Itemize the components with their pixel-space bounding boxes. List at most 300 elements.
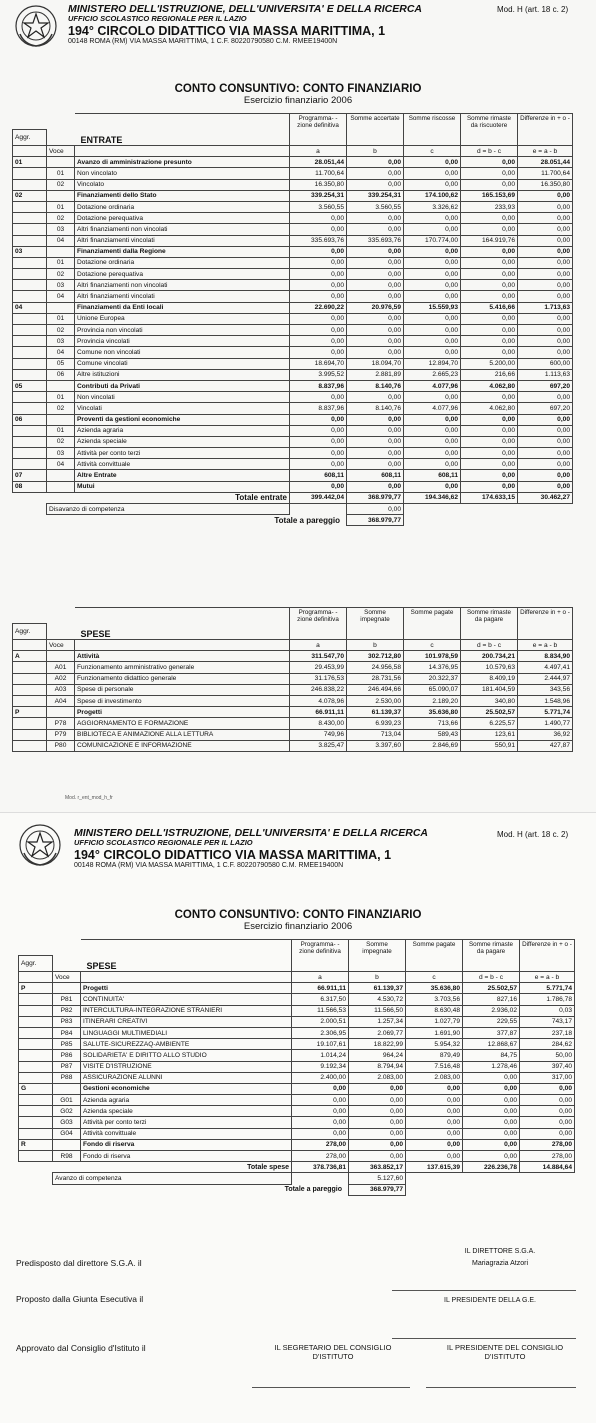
amount-cell: 8.140,76 — [347, 403, 404, 414]
amount-cell: 3.703,56 — [406, 994, 463, 1005]
voce-cell: 04 — [47, 291, 75, 302]
table-row — [13, 707, 573, 718]
amount-cell: 20.976,59 — [347, 302, 404, 313]
description-cell: Spese di investimento — [75, 695, 290, 706]
header-impegnate: Somme impegnate — [349, 940, 406, 972]
aggr-cell: G — [19, 1083, 53, 1094]
amount-cell: 339.254,31 — [290, 190, 347, 201]
voce-cell: 03 — [47, 448, 75, 459]
amount-cell: 28.051,44 — [518, 157, 573, 168]
republic-emblem-icon — [18, 823, 62, 867]
voce-cell: 06 — [47, 369, 75, 380]
description-cell: LINGUAGGI MULTIMEDIALI — [81, 1027, 292, 1038]
voce-cell: 02 — [47, 325, 75, 336]
amount-cell: 311.547,70 — [290, 651, 347, 662]
pareggio-value: 368.979,77 — [349, 1184, 406, 1195]
table-row — [13, 358, 573, 369]
republic-emblem-icon — [14, 4, 58, 48]
voce-cell: 02 — [47, 269, 75, 280]
amount-cell: 233,93 — [461, 201, 518, 212]
office-name: UFFICIO SCOLASTICO REGIONALE PER IL LAZIO — [68, 14, 247, 24]
amount-cell: 2.083,00 — [406, 1072, 463, 1083]
description-cell: Attività convittuale — [81, 1128, 292, 1139]
amount-cell: 0,00 — [461, 269, 518, 280]
amount-cell: 216,66 — [461, 369, 518, 380]
voce-cell: P85 — [53, 1039, 81, 1050]
amount-cell: 0,00 — [518, 470, 573, 481]
direttore-title: IL DIRETTORE S.G.A. — [464, 1248, 536, 1255]
amount-cell: 1.014,24 — [292, 1050, 349, 1061]
description-cell: Altri finanziamenti non vincolati — [75, 280, 290, 291]
amount-cell: 743,17 — [520, 1016, 575, 1027]
amount-cell: 229,55 — [463, 1016, 520, 1027]
aggr-cell — [13, 280, 47, 291]
document-title-block — [0, 83, 596, 106]
amount-cell: 0,00 — [463, 1128, 520, 1139]
total-cell: 226.236,78 — [463, 1162, 520, 1173]
amount-cell: 0,00 — [347, 425, 404, 436]
voce-cell: 03 — [47, 280, 75, 291]
amount-cell: 6.317,50 — [292, 994, 349, 1005]
description-cell: Finanziamenti dalla Regione — [75, 246, 290, 257]
formula-b: b — [349, 972, 406, 983]
amount-cell: 0,00 — [290, 325, 347, 336]
amount-cell: 0,00 — [349, 1106, 406, 1117]
amount-cell: 0,00 — [347, 414, 404, 425]
signature-line — [392, 1290, 576, 1291]
amount-cell: 4.078,96 — [290, 695, 347, 706]
amount-cell: 5.771,74 — [518, 707, 573, 718]
description-cell: COMUNICAZIONE E INFORMAZIONE — [75, 740, 290, 751]
formula-a: a — [290, 640, 347, 651]
table-row — [13, 257, 573, 268]
amount-cell: 0,00 — [463, 1106, 520, 1117]
table-row — [19, 1061, 575, 1072]
amount-cell: 61.139,37 — [349, 983, 406, 994]
description-cell: Azienda agraria — [75, 425, 290, 436]
amount-cell: 0,00 — [404, 459, 461, 470]
header-pagate: Somme pagate — [404, 608, 461, 640]
amount-cell: 0,00 — [520, 1106, 575, 1117]
table-row — [13, 729, 573, 740]
voce-cell — [47, 157, 75, 168]
amount-cell: 0,00 — [290, 414, 347, 425]
aggr-cell: 06 — [13, 414, 47, 425]
table-row — [13, 425, 573, 436]
aggr-cell — [19, 1106, 53, 1117]
amount-cell: 0,00 — [461, 414, 518, 425]
amount-cell: 246.494,66 — [347, 684, 404, 695]
amount-cell: 0,00 — [290, 481, 347, 492]
amount-cell: 0,00 — [404, 246, 461, 257]
voce-cell: 03 — [47, 336, 75, 347]
voce-cell: P81 — [53, 994, 81, 1005]
amount-cell: 2.936,02 — [463, 1005, 520, 1016]
amount-cell: 4.530,72 — [349, 994, 406, 1005]
amount-cell: 4.062,80 — [461, 403, 518, 414]
aggr-cell — [13, 436, 47, 447]
total-cell: 14.884,64 — [520, 1162, 575, 1173]
amount-cell: 16.350,80 — [518, 179, 573, 190]
amount-cell: 8.837,96 — [290, 380, 347, 391]
amount-cell: 827,16 — [463, 994, 520, 1005]
table-row — [13, 481, 573, 492]
approvato-label: Approvato dal Consiglio d'Istituto il — [16, 1343, 146, 1353]
aggr-cell — [13, 718, 47, 729]
amount-cell: 0,00 — [518, 235, 573, 246]
aggr-cell — [13, 729, 47, 740]
aggr-cell: 02 — [13, 190, 47, 201]
amount-cell: 12.894,70 — [404, 358, 461, 369]
amount-cell: 11.700,64 — [518, 168, 573, 179]
amount-cell: 8.409,19 — [461, 673, 518, 684]
voce-cell: 01 — [47, 257, 75, 268]
amount-cell: 0,00 — [518, 201, 573, 212]
amount-cell: 5.200,00 — [461, 358, 518, 369]
description-cell: Finanziamenti dello Stato — [75, 190, 290, 201]
amount-cell: 317,00 — [520, 1072, 575, 1083]
description-cell: Altre istituzioni — [75, 369, 290, 380]
amount-cell: 165.153,69 — [461, 190, 518, 201]
amount-cell: 0,00 — [347, 347, 404, 358]
spese-table-1 — [12, 607, 573, 752]
amount-cell: 0,00 — [347, 157, 404, 168]
table-row — [13, 673, 573, 684]
amount-cell: 8.834,90 — [518, 651, 573, 662]
header-programmazione: Programma- -zione definitiva — [292, 940, 349, 972]
letterhead — [74, 827, 428, 870]
avanzo-label: Avanzo di competenza — [53, 1173, 292, 1184]
amount-cell: 2.530,00 — [347, 695, 404, 706]
amount-cell: 697,20 — [518, 403, 573, 414]
amount-cell: 2.069,77 — [349, 1027, 406, 1038]
table-row — [13, 179, 573, 190]
amount-cell: 164.919,76 — [461, 235, 518, 246]
section-label-spese: SPESE — [81, 940, 292, 972]
amount-cell: 713,66 — [404, 718, 461, 729]
amount-cell: 0,00 — [404, 269, 461, 280]
amount-cell: 3.560,55 — [347, 201, 404, 212]
amount-cell: 278,00 — [292, 1151, 349, 1162]
amount-cell: 50,00 — [520, 1050, 575, 1061]
description-cell: Altri finanziamenti vincolati — [75, 235, 290, 246]
description-cell: Gestioni economiche — [81, 1083, 292, 1094]
amount-cell: 14.376,95 — [404, 662, 461, 673]
amount-cell: 0,00 — [404, 168, 461, 179]
table-row — [19, 1128, 575, 1139]
amount-cell: 0,00 — [461, 325, 518, 336]
amount-cell: 0,00 — [404, 280, 461, 291]
table-row — [19, 1039, 575, 1050]
total-cell: 194.346,62 — [404, 492, 461, 503]
amount-cell: 0,00 — [404, 224, 461, 235]
aggr-cell — [19, 1016, 53, 1027]
amount-cell: 0,00 — [290, 246, 347, 257]
school-name: 194° CIRCOLO DIDATTICO VIA MASSA MARITTIMA, 1 — [68, 23, 386, 38]
description-cell: VISITE D'ISTRUZIONE — [81, 1061, 292, 1072]
amount-cell: 0,00 — [404, 157, 461, 168]
aggr-cell: A — [13, 651, 47, 662]
voce-cell: 01 — [47, 168, 75, 179]
amount-cell: 4.077,96 — [404, 403, 461, 414]
header-pagate: Somme pagate — [406, 940, 463, 972]
amount-cell: 8.430,00 — [290, 718, 347, 729]
description-cell: Provincia vincolati — [75, 336, 290, 347]
table-row — [13, 280, 573, 291]
amount-cell: 3.560,55 — [290, 201, 347, 212]
amount-cell: 0,00 — [518, 481, 573, 492]
amount-cell: 0,00 — [404, 179, 461, 190]
signature-line — [252, 1387, 410, 1388]
table-row — [13, 651, 573, 662]
amount-cell: 0,00 — [461, 291, 518, 302]
voce-cell: 02 — [47, 179, 75, 190]
amount-cell: 713,04 — [347, 729, 404, 740]
amount-cell: 0,00 — [290, 257, 347, 268]
amount-cell: 1.257,34 — [349, 1016, 406, 1027]
amount-cell: 61.139,37 — [347, 707, 404, 718]
amount-cell: 0,00 — [347, 213, 404, 224]
amount-cell: 2.400,00 — [292, 1072, 349, 1083]
table-row — [19, 994, 575, 1005]
aggr-cell — [19, 1072, 53, 1083]
table-row — [13, 336, 573, 347]
presidente-consiglio-title: IL PRESIDENTE DEL CONSIGLIO D'ISTITUTO — [446, 1343, 564, 1361]
voce-cell: P82 — [53, 1005, 81, 1016]
description-cell: Non vincolato — [75, 168, 290, 179]
table-row — [13, 190, 573, 201]
amount-cell: 3.995,52 — [290, 369, 347, 380]
amount-cell: 0,00 — [461, 246, 518, 257]
amount-cell: 19.107,61 — [292, 1039, 349, 1050]
aggr-cell: 05 — [13, 380, 47, 391]
amount-cell: 0,00 — [290, 448, 347, 459]
amount-cell: 608,11 — [347, 470, 404, 481]
amount-cell: 0,00 — [347, 336, 404, 347]
description-cell: Avanzo di amministrazione presunto — [75, 157, 290, 168]
amount-cell: 0,00 — [404, 448, 461, 459]
amount-cell: 0,00 — [461, 459, 518, 470]
amount-cell: 0,03 — [520, 1005, 575, 1016]
voce-cell: G04 — [53, 1128, 81, 1139]
description-cell: Altri finanziamenti vincolati — [75, 291, 290, 302]
aggr-cell — [13, 235, 47, 246]
amount-cell: 101.978,59 — [404, 651, 461, 662]
amount-cell: 24.956,58 — [347, 662, 404, 673]
header-voce: Voce — [47, 146, 75, 157]
amount-cell: 302.712,80 — [347, 651, 404, 662]
presidente-ge-title: IL PRESIDENTE DELLA G.E. — [444, 1297, 536, 1304]
amount-cell: 0,00 — [518, 213, 573, 224]
amount-cell: 0,00 — [463, 1095, 520, 1106]
section-label-spese: SPESE — [75, 608, 290, 640]
amount-cell: 0,00 — [347, 257, 404, 268]
amount-cell: 5.416,66 — [461, 302, 518, 313]
aggr-cell — [19, 1151, 53, 1162]
header-aggr: Aggr. — [13, 130, 47, 146]
amount-cell: 0,00 — [404, 336, 461, 347]
amount-cell: 0,00 — [518, 392, 573, 403]
amount-cell: 200.734,21 — [461, 651, 518, 662]
aggr-cell — [13, 179, 47, 190]
table-row — [13, 213, 573, 224]
voce-cell — [47, 481, 75, 492]
header-accertate: Somme accertate — [347, 114, 404, 146]
total-cell: 30.462,27 — [518, 492, 573, 503]
amount-cell: 377,87 — [463, 1027, 520, 1038]
voce-cell — [47, 380, 75, 391]
voce-cell: R98 — [53, 1151, 81, 1162]
amount-cell: 8.630,48 — [406, 1005, 463, 1016]
avanzo-value: 5.127,60 — [349, 1173, 406, 1184]
amount-cell: 278,00 — [520, 1151, 575, 1162]
amount-cell: 0,00 — [518, 190, 573, 201]
pareggio-label: Totale a pareggio — [284, 1186, 342, 1194]
aggr-cell — [19, 994, 53, 1005]
formula-a: a — [290, 146, 347, 157]
table-row — [19, 1050, 575, 1061]
amount-cell: 0,00 — [406, 1128, 463, 1139]
amount-cell: 2.881,89 — [347, 369, 404, 380]
description-cell: Unione Europea — [75, 313, 290, 324]
amount-cell: 0,00 — [347, 313, 404, 324]
office-name: UFFICIO SCOLASTICO REGIONALE PER IL LAZIO — [74, 838, 253, 848]
amount-cell: 0,00 — [406, 1151, 463, 1162]
amount-cell: 0,00 — [347, 269, 404, 280]
amount-cell: 3.326,62 — [404, 201, 461, 212]
amount-cell: 550,91 — [461, 740, 518, 751]
amount-cell: 964,24 — [349, 1050, 406, 1061]
amount-cell: 0,00 — [461, 336, 518, 347]
table-row — [13, 269, 573, 280]
header-differenze: Differenze in + o - — [520, 940, 575, 972]
table-row — [13, 246, 573, 257]
header-differenze: Differenze in + o - — [518, 114, 573, 146]
amount-cell: 1.713,63 — [518, 302, 573, 313]
voce-cell: 04 — [47, 235, 75, 246]
aggr-cell — [19, 1095, 53, 1106]
header-voce: Voce — [47, 640, 75, 651]
amount-cell: 0,00 — [518, 347, 573, 358]
amount-cell: 608,11 — [290, 470, 347, 481]
amount-cell: 0,00 — [290, 459, 347, 470]
amount-cell: 35.636,80 — [404, 707, 461, 718]
voce-cell — [53, 1139, 81, 1150]
aggr-cell: 08 — [13, 481, 47, 492]
amount-cell: 0,00 — [290, 392, 347, 403]
amount-cell: 0,00 — [347, 459, 404, 470]
document-title: CONTO CONSUNTIVO: CONTO FINANZIARIO — [174, 83, 422, 95]
formula-c: c — [404, 640, 461, 651]
amount-cell: 2.189,20 — [404, 695, 461, 706]
voce-cell — [53, 983, 81, 994]
amount-cell: 0,00 — [347, 224, 404, 235]
description-cell: Funzionamento didattico generale — [75, 673, 290, 684]
voce-cell — [47, 470, 75, 481]
amount-cell: 4.077,96 — [404, 380, 461, 391]
disavanzo-label: Disavanzo di competenza — [47, 504, 290, 515]
amount-cell: 9.192,34 — [292, 1061, 349, 1072]
aggr-cell — [13, 425, 47, 436]
aggr-cell — [19, 1061, 53, 1072]
total-cell: 137.615,39 — [406, 1162, 463, 1173]
amount-cell: 4.062,80 — [461, 380, 518, 391]
amount-cell: 16.350,80 — [290, 179, 347, 190]
description-cell: Dotazione perequativa — [75, 213, 290, 224]
aggr-cell: 03 — [13, 246, 47, 257]
table-row — [13, 662, 573, 673]
amount-cell: 0,00 — [520, 1117, 575, 1128]
voce-cell: 04 — [47, 347, 75, 358]
description-cell: Vincolato — [75, 179, 290, 190]
amount-cell: 0,00 — [406, 1117, 463, 1128]
amount-cell: 15.559,93 — [404, 302, 461, 313]
description-cell: Attività convittuale — [75, 459, 290, 470]
school-address: 00148 ROMA (RM) VIA MASSA MARITTIMA, 1 C.F. 80220790580 C.M. RMEE19400N — [74, 862, 344, 870]
amount-cell: 31.176,53 — [290, 673, 347, 684]
aggr-cell — [13, 662, 47, 673]
amount-cell: 25.502,57 — [463, 983, 520, 994]
amount-cell: 1.490,77 — [518, 718, 573, 729]
voce-cell: A03 — [47, 684, 75, 695]
aggr-cell — [19, 1005, 53, 1016]
amount-cell: 0,00 — [347, 291, 404, 302]
amount-cell: 7.516,48 — [406, 1061, 463, 1072]
description-cell: Vincolati — [75, 403, 290, 414]
header-aggr: Aggr. — [13, 624, 47, 640]
description-cell: Mutui — [75, 481, 290, 492]
description-cell: Attività per conto terzi — [81, 1117, 292, 1128]
amount-cell: 0,00 — [347, 246, 404, 257]
totale-spese-label: Totale spese — [81, 1162, 292, 1173]
header-rimaste-pagare: Somme rimaste da pagare — [461, 608, 518, 640]
description-cell: Non vincolati — [75, 392, 290, 403]
amount-cell: 18.822,99 — [349, 1039, 406, 1050]
amount-cell: 0,00 — [518, 436, 573, 447]
amount-cell: 3.825,47 — [290, 740, 347, 751]
description-cell: Attività — [75, 651, 290, 662]
total-cell: 174.633,15 — [461, 492, 518, 503]
amount-cell: 1.027,79 — [406, 1016, 463, 1027]
table-row — [13, 380, 573, 391]
description-cell: Finanziamenti da Enti locali — [75, 302, 290, 313]
aggr-cell — [19, 1050, 53, 1061]
aggr-cell — [19, 1117, 53, 1128]
voce-cell: 02 — [47, 436, 75, 447]
amount-cell: 0,00 — [404, 325, 461, 336]
amount-cell: 0,00 — [463, 1072, 520, 1083]
table-row — [19, 1106, 575, 1117]
aggr-cell — [13, 269, 47, 280]
amount-cell: 343,56 — [518, 684, 573, 695]
amount-cell: 749,96 — [290, 729, 347, 740]
total-cell: 399.442,04 — [290, 492, 347, 503]
amount-cell: 0,00 — [518, 246, 573, 257]
amount-cell: 0,00 — [292, 1083, 349, 1094]
amount-cell: 0,00 — [518, 448, 573, 459]
amount-cell: 284,62 — [520, 1039, 575, 1050]
entrate-table — [12, 113, 573, 526]
amount-cell: 0,00 — [461, 280, 518, 291]
description-cell: Contributi da Privati — [75, 380, 290, 391]
amount-cell: 0,00 — [518, 291, 573, 302]
amount-cell: 22.690,22 — [290, 302, 347, 313]
amount-cell: 0,00 — [518, 313, 573, 324]
table-row — [19, 1083, 575, 1094]
amount-cell: 335.693,76 — [290, 235, 347, 246]
document-title: CONTO CONSUNTIVO: CONTO FINANZIARIO — [174, 909, 422, 921]
table-row — [13, 695, 573, 706]
